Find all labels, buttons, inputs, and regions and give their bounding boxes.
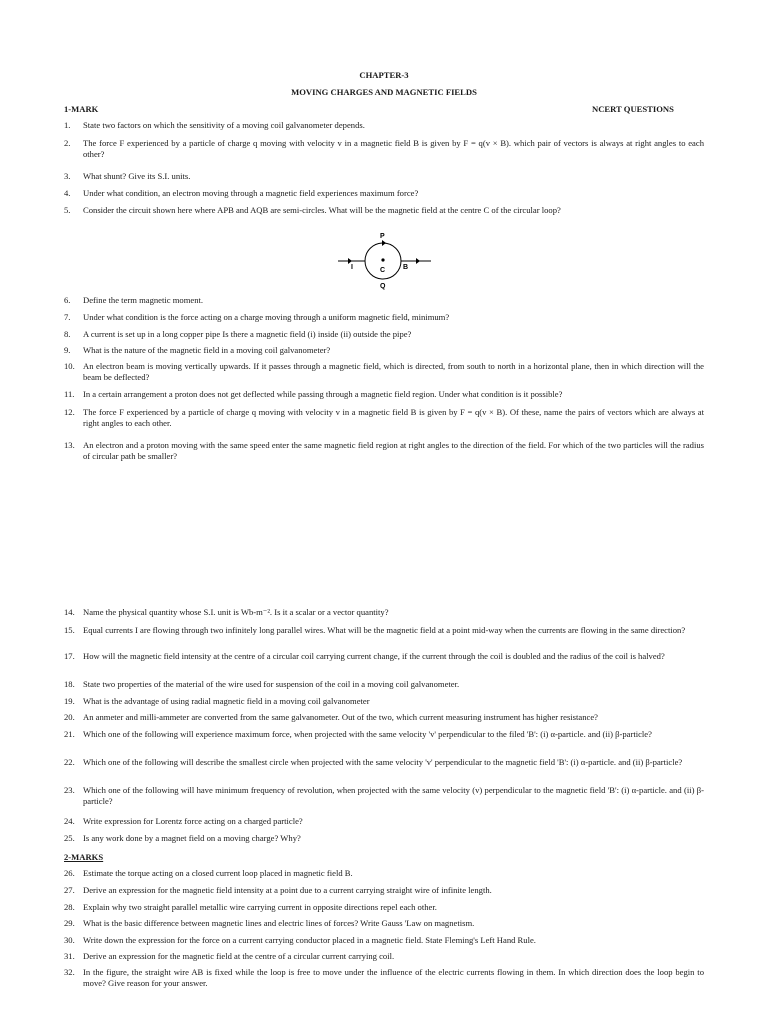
question-text: The force F experienced by a particle of charge q moving with velocity v in a magnetic field B is given by F = q(v × B). Of these, name the pairs of vectors which are always at right angles to each other. xyxy=(83,407,704,429)
question-number: 24. xyxy=(64,816,75,826)
question-item xyxy=(64,918,704,929)
question-number: 19. xyxy=(64,696,75,706)
question-text: Derive an expression for the magnetic field at the centre of a circular current carrying coil. xyxy=(83,951,395,961)
question-text: Estimate the torque acting on a closed current loop placed in magnetic field B. xyxy=(83,868,353,878)
question-item xyxy=(64,312,704,323)
question-text: Which one of the following will describe the smallest circle when projected with the same velocity 'v' perpendicular to the magnetic field 'B': (i) α-particle. and (ii) β-particle? xyxy=(83,757,683,767)
question-number: 7. xyxy=(64,312,71,322)
question-item xyxy=(64,967,704,989)
question-text: Explain why two straight parallel metallic wire carrying current in opposite directions repel each other. xyxy=(83,902,437,912)
chapter-heading: CHAPTER-3 xyxy=(359,70,409,80)
question-text: Write expression for Lorentz force acting on a charged particle? xyxy=(83,816,303,826)
question-text: Write down the expression for the force on a current carrying conductor placed in a magnetic field. State Fleming's Left Hand Rule. xyxy=(83,935,536,945)
question-item xyxy=(64,389,704,400)
question-item xyxy=(64,651,704,662)
question-text: Which one of the following will have minimum frequency of revolution, when projected with the same velocity (v) perpendicular to the magnetic field 'B': (i) α-particle. and (ii) β-particle? xyxy=(83,785,704,807)
question-item xyxy=(64,833,704,844)
question-text: Derive an expression for the magnetic field intensity at a point due to a current carrying straight wire of infinite length. xyxy=(83,885,492,895)
circuit-figure xyxy=(336,232,434,290)
question-number: 31. xyxy=(64,951,75,961)
question-item xyxy=(64,935,704,946)
question-number: 2. xyxy=(64,138,71,148)
question-text: Equal currents I are flowing through two infinitely long parallel wires. What will be the magnetic field at a point mid-way when the currents are flowing in the same direction? xyxy=(83,625,686,635)
question-text: State two properties of the material of the wire used for suspension of the coil in a moving coil galvanometer. xyxy=(83,679,460,689)
question-number: 30. xyxy=(64,935,75,945)
question-item xyxy=(64,785,704,807)
question-number: 25. xyxy=(64,833,75,843)
question-number: 5. xyxy=(64,205,71,215)
question-item xyxy=(64,885,704,896)
question-item xyxy=(64,607,704,618)
question-item xyxy=(64,951,704,962)
question-number: 9. xyxy=(64,345,71,355)
question-text: The force F experienced by a particle of charge q moving with velocity v in a magnetic field B is given by F = q(v × B). which pair of vectors is always at right angles to each other? xyxy=(83,138,704,160)
question-text: What shunt? Give its S.I. units. xyxy=(83,171,191,181)
question-number: 32. xyxy=(64,967,75,977)
section-label-ncert: NCERT QUESTIONS xyxy=(592,104,674,114)
chapter-title: MOVING CHARGES AND MAGNETIC FIELDS xyxy=(291,87,477,97)
question-number: 4. xyxy=(64,188,71,198)
arrow-right-wire xyxy=(416,258,420,264)
question-number: 22. xyxy=(64,757,75,767)
question-text: What is the nature of the magnetic field in a moving coil galvanometer? xyxy=(83,345,331,355)
question-text: Which one of the following will experience maximum force, when projected with the same velocity 'v' perpendicular to the filed 'B': (i) α-particle. and (ii) β-particle? xyxy=(83,729,652,739)
question-item xyxy=(64,712,704,723)
question-item xyxy=(64,138,704,160)
question-item xyxy=(64,440,704,462)
label-i: I xyxy=(351,264,353,271)
question-item xyxy=(64,902,704,913)
question-item xyxy=(64,407,704,429)
question-item xyxy=(64,361,704,383)
question-number: 8. xyxy=(64,329,71,339)
question-number: 15. xyxy=(64,625,75,635)
question-item xyxy=(64,625,704,636)
question-text: A current is set up in a long copper pipe Is there a magnetic field (i) inside (ii) outside the pipe? xyxy=(83,329,412,339)
question-number: 21. xyxy=(64,729,75,739)
label-p: P xyxy=(380,233,385,240)
question-item xyxy=(64,696,704,707)
question-text: In a certain arrangement a proton does not get deflected while passing through a magnetic field region. Under what condition is it possible? xyxy=(83,389,563,399)
question-item xyxy=(64,329,704,340)
question-number: 1. xyxy=(64,120,71,130)
section-label-2marks: 2-MARKS xyxy=(64,852,104,862)
label-c: C xyxy=(380,267,386,274)
question-item xyxy=(64,120,704,131)
question-text: Is any work done by a magnet field on a moving charge? Why? xyxy=(83,833,301,843)
question-item xyxy=(64,757,704,768)
question-number: 26. xyxy=(64,868,75,878)
question-text: What is the basic difference between magnetic lines and electric lines of forces? Write Gauss 'Law on magnetism. xyxy=(83,918,475,928)
question-text: An electron beam is moving vertically upwards. If it passes through a magnetic field, which is directed, from south to north in a horizontal plane, then in which direction will the beam be deflected? xyxy=(83,361,704,383)
centre-dot xyxy=(381,258,384,261)
question-number: 18. xyxy=(64,679,75,689)
question-text: Under what condition is the force acting on a charge moving through a uniform magnetic field, minimum? xyxy=(83,312,450,322)
question-item xyxy=(64,729,704,740)
question-item xyxy=(64,868,704,879)
section-label-1mark: 1-MARK xyxy=(64,104,99,114)
question-item xyxy=(64,816,704,827)
question-text: What is the advantage of using radial magnetic field in a moving coil galvanometer xyxy=(83,696,370,706)
question-number: 14. xyxy=(64,607,75,617)
question-number: 3. xyxy=(64,171,71,181)
question-text: An anmeter and milli-ammeter are converted from the same galvanometer. Out of the two, which current measuring instrument has higher resistance? xyxy=(83,712,598,722)
question-text: Define the term magnetic moment. xyxy=(83,295,204,305)
question-item xyxy=(64,295,704,306)
question-number: 17. xyxy=(64,651,75,661)
question-text: Name the physical quantity whose S.I. unit is Wb-m⁻². Is it a scalar or a vector quantity? xyxy=(83,607,389,617)
question-number: 20. xyxy=(64,712,75,722)
label-b: B xyxy=(403,264,409,271)
question-item xyxy=(64,205,704,216)
question-number: 6. xyxy=(64,295,71,305)
question-number: 13. xyxy=(64,440,75,450)
question-item xyxy=(64,188,704,199)
question-number: 27. xyxy=(64,885,75,895)
question-text: An electron and a proton moving with the same speed enter the same magnetic field region at right angles to the direction of the field. For which of the two particles will the radius of circular path be smaller? xyxy=(83,440,704,462)
question-text: State two factors on which the sensitivity of a moving coil galvanometer depends. xyxy=(83,120,365,130)
question-item xyxy=(64,345,704,356)
question-item xyxy=(64,171,704,182)
arrow-top xyxy=(382,240,386,246)
question-item xyxy=(64,679,704,690)
label-q: Q xyxy=(380,283,386,290)
question-number: 12. xyxy=(64,407,75,417)
question-number: 29. xyxy=(64,918,75,928)
question-number: 10. xyxy=(64,361,75,371)
question-text: How will the magnetic field intensity at the centre of a circular coil carrying current change, if the current through the coil is doubled and the radius of the coil is halved? xyxy=(83,651,665,661)
question-number: 23. xyxy=(64,785,75,795)
question-number: 28. xyxy=(64,902,75,912)
question-text: Consider the circuit shown here where APB and AQB are semi-circles. What will be the magnetic field at the centre C of the circular loop? xyxy=(83,205,561,215)
question-text: Under what condition, an electron moving through a magnetic field experiences maximum force? xyxy=(83,188,419,198)
question-number: 11. xyxy=(64,389,75,399)
question-text: In the figure, the straight wire AB is fixed while the loop is free to move under the influence of the electric currents flowing in them. In which direction does the loop begin to move? Give reason for your answer. xyxy=(83,967,704,989)
